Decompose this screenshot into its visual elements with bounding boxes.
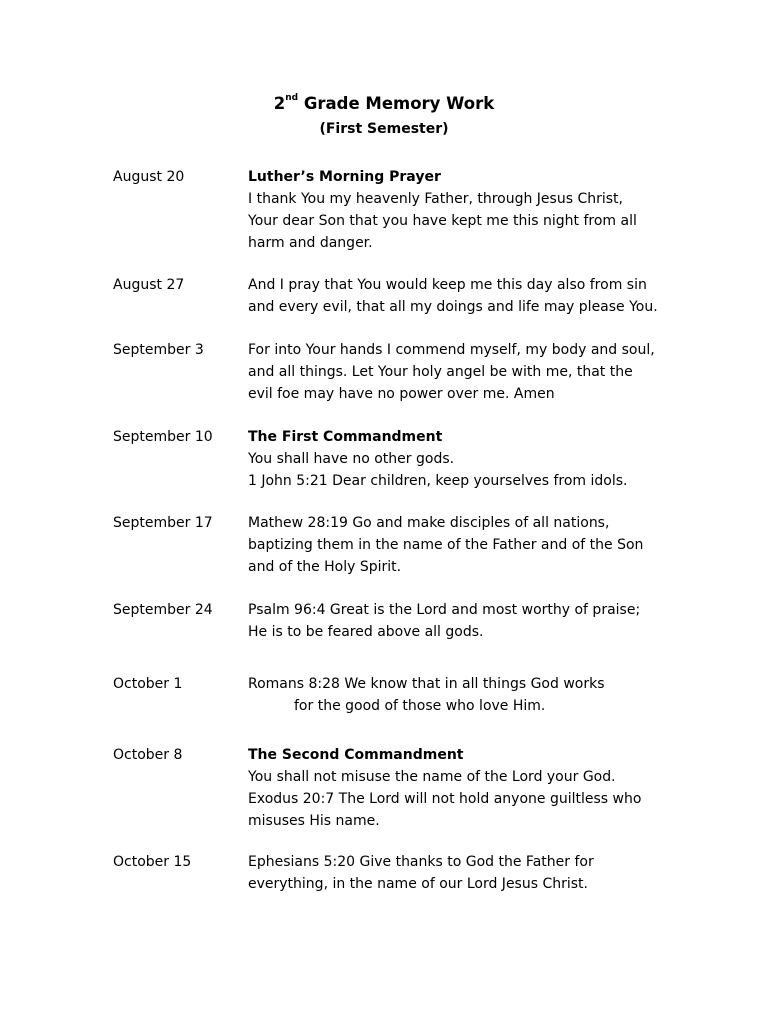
entry-line: He is to be feared above all gods. [248, 624, 484, 640]
entry-line: Romans 8:28 We know that in all things God works [248, 676, 605, 692]
entry-line: Psalm 96:4 Great is the Lord and most worthy of praise; [248, 602, 641, 618]
entry-heading: Luther’s Morning Prayer [248, 169, 441, 185]
entry-line: You shall not misuse the name of the Lord your God. [248, 769, 616, 785]
entry-line: Mathew 28:19 Go and make disciples of all nations, [248, 515, 610, 531]
entry-line: You shall have no other gods. [248, 451, 455, 467]
entry-line: I thank You my heavenly Father, through Jesus Christ, [248, 191, 623, 207]
entry-text [248, 339, 668, 405]
entry-date: September 17 [113, 515, 213, 531]
title-number: 2 [273, 94, 286, 113]
entry-line: harm and danger. [248, 235, 373, 251]
entry-text [248, 673, 668, 717]
entry-date: September 3 [113, 342, 204, 358]
entry-text [248, 512, 668, 578]
entry-heading: The First Commandment [248, 429, 443, 445]
entry-line: misuses His name. [248, 813, 380, 829]
page-subtitle: (First Semester) [319, 121, 449, 137]
entry-line: evil foe may have no power over me. Amen [248, 386, 555, 402]
entry-line: For into Your hands I commend myself, my body and soul, [248, 342, 655, 358]
entry-date: August 20 [113, 169, 185, 185]
entry-line: and of the Holy Spirit. [248, 559, 402, 575]
entry-heading: The Second Commandment [248, 747, 464, 763]
entry-date: August 27 [113, 277, 185, 293]
entry-date: September 24 [113, 602, 213, 618]
entry-date: September 10 [113, 429, 213, 445]
entry-line: And I pray that You would keep me this day also from sin [248, 277, 647, 293]
entry-text [248, 274, 668, 318]
entry-text [248, 166, 668, 254]
entry-line: for the good of those who love Him. [294, 698, 546, 714]
entry-line: Ephesians 5:20 Give thanks to God the Father for [248, 854, 594, 870]
entry-line: everything, in the name of our Lord Jesus Christ. [248, 876, 588, 892]
entry-line: 1 John 5:21 Dear children, keep yourselves from idols. [248, 473, 628, 489]
title-text: Grade Memory Work [298, 94, 495, 113]
entry-line: Your dear Son that you have kept me this night from all [248, 213, 637, 229]
entry-text [248, 599, 668, 643]
entry-date: October 8 [113, 747, 183, 763]
entry-date: October 15 [113, 854, 192, 870]
title-ordinal-suffix: nd [285, 93, 299, 103]
entry-line: and every evil, that all my doings and life may please You. [248, 299, 658, 315]
page-title [0, 94, 768, 113]
entry-text [248, 426, 668, 492]
entry-text [248, 851, 668, 895]
entry-text [248, 744, 668, 832]
entry-line: Exodus 20:7 The Lord will not hold anyone guiltless who [248, 791, 642, 807]
entry-line: baptizing them in the name of the Father and of the Son [248, 537, 644, 553]
entry-date: October 1 [113, 676, 183, 692]
entry-line: and all things. Let Your holy angel be with me, that the [248, 364, 633, 380]
